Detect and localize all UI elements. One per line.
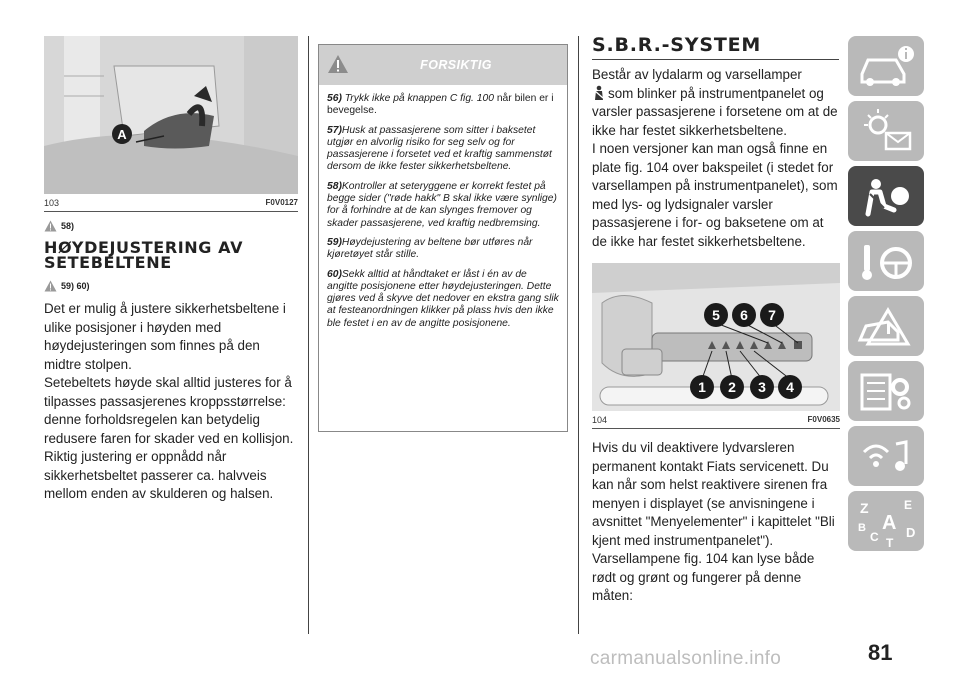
paragraph xyxy=(592,66,840,140)
sbr-details xyxy=(592,439,840,606)
warning-lights-icon xyxy=(848,101,924,161)
tab-index[interactable] xyxy=(848,491,924,551)
section-heading-sbr: S.B.R.-SYSTEM xyxy=(592,34,839,60)
callout-5-label: 5 xyxy=(712,307,720,323)
caution-body xyxy=(319,85,567,330)
figure-103-photo xyxy=(44,36,298,194)
index-letter: Z xyxy=(860,500,869,516)
warning-reference[interactable] xyxy=(44,220,298,232)
warning-triangle-icon xyxy=(44,220,57,232)
index-letter: D xyxy=(906,525,916,540)
key-steering-icon xyxy=(848,231,924,291)
figure-104-photo xyxy=(592,263,840,411)
paragraph: Varsellampene fig. 104 kan lyse både rødt og grønt og fungerer på denne måten: xyxy=(592,551,815,603)
caution-item-text: Høydejustering av beltene bør utføres når kjøretøyet står stille. xyxy=(327,236,533,261)
seat-airbag-icon xyxy=(848,166,924,226)
paragraph: Det er mulig å justere sikkerhetsbeltene i ulike posisjoner i høyden med høydejusteringen som finnes på den midtre stolpen. xyxy=(44,301,286,372)
car-info-icon xyxy=(848,36,924,96)
caution-item xyxy=(327,181,559,230)
caution-header xyxy=(319,45,567,85)
overhead-warning-panel-illustration xyxy=(592,263,840,411)
caution-item-number: 59) xyxy=(327,236,342,248)
warning-reference[interactable] xyxy=(44,280,298,292)
paragraph: I noen versjoner kan man også finne en plate fig. 104 over bakspeilet (i stedet for varsellampen på instrumentpanelet), som med lys- og lydsignaler varsler passasjerene i for- og baksetene om at de ikke har festet sikkerhetsbeltene. xyxy=(592,141,838,249)
callout-6-label: 6 xyxy=(740,307,748,323)
caution-item-text: Trykk ikke på knappen C fig. 100 xyxy=(344,93,494,104)
caution-title: FORSIKTIG xyxy=(420,58,492,72)
caution-item-number: 56) xyxy=(327,93,342,104)
index-letter: B xyxy=(858,522,866,534)
callout-2-label: 2 xyxy=(728,379,736,395)
seatbelt-warning-icon xyxy=(592,85,606,101)
callout-1-label: 1 xyxy=(698,379,706,395)
page-number: 81 xyxy=(868,640,893,665)
caution-item xyxy=(327,93,559,118)
left-column xyxy=(44,0,298,504)
caution-item-text: Sekk alltid at håndtaket er låst i én av de angitte posisjonene etter høydejusteringen. Dette gjøres ved å skyve det nedover en ekstra gang slik at festeanordningen klikker på plass hvis den ikke ble festet i en av de angitte posisjonene. xyxy=(327,268,559,329)
column-divider xyxy=(308,36,309,634)
chapter-tabs xyxy=(848,36,924,556)
belt-height-body xyxy=(44,300,298,504)
tab-starting-driving[interactable] xyxy=(848,231,924,291)
caution-item-tail: når bilen er i bevegelse. xyxy=(327,93,554,117)
caution-item-text: Husk at passasjerene som sitter i baksetet utgjør en alvorlig risiko for seg selv og for passasjerene i forsetet ved et kraftig sammenstøt dersom de ikke fester sikkerhetsbeltene. xyxy=(327,124,552,173)
warning-triangle-icon xyxy=(44,280,57,292)
figure-code: F0V0127 xyxy=(265,198,298,207)
tab-maintenance[interactable] xyxy=(848,361,924,421)
multimedia-icon xyxy=(848,426,924,486)
index-icon xyxy=(848,491,924,551)
paragraph: Setebeltets høyde skal alltid justeres for å tilpasses passasjerenes kroppsstørrelse: denne forholdsregelen kan betydelig redusere faren for skader ved en kollisjon. xyxy=(44,375,294,446)
caution-box xyxy=(318,44,568,432)
caution-item xyxy=(327,269,559,330)
figure-number: 103 xyxy=(44,198,60,208)
tab-car-info[interactable] xyxy=(848,36,924,96)
caution-item xyxy=(327,237,559,262)
caution-item-number: 57) xyxy=(327,124,342,136)
callout-3-label: 3 xyxy=(758,379,766,395)
watermark: carmanualsonline.info xyxy=(590,648,782,669)
paragraph: Riktig justering er oppnådd når sikkerhetsbeltet passerer ca. halvveis mellom enden av skulderen og halsen. xyxy=(44,449,274,501)
index-letter: C xyxy=(870,530,879,544)
caution-item-number: 60) xyxy=(327,268,342,280)
figure-104-caption xyxy=(592,411,840,429)
section-heading-belt-height: HØYDEJUSTERING AV SETEBELTENE xyxy=(44,238,244,272)
tab-safety[interactable] xyxy=(848,166,924,226)
tab-warning-lights[interactable] xyxy=(848,101,924,161)
paragraph-text: Består av lydalarm og varsellamper xyxy=(592,67,802,82)
paragraph-text: som blinker på instrumentpanelet og varsler passasjerene i forsetene om at de ikke har festet sikkerhetsbeltene. xyxy=(592,85,838,138)
figure-code: F0V0635 xyxy=(807,415,840,424)
warning-reference-text: 59) 60) xyxy=(61,281,90,291)
maintenance-icon xyxy=(848,361,924,421)
figure-103-caption xyxy=(44,194,298,212)
sbr-intro xyxy=(592,66,840,251)
callout-7-label: 7 xyxy=(768,307,776,323)
seatbelt-height-adjuster-illustration xyxy=(44,36,298,194)
right-column xyxy=(592,0,840,606)
breakdown-icon xyxy=(848,296,924,356)
caution-item-number: 58) xyxy=(327,180,342,192)
caution-item xyxy=(327,125,559,174)
index-letter: E xyxy=(904,498,913,512)
warning-reference-text: 58) xyxy=(61,221,75,231)
index-letter: T xyxy=(886,536,894,550)
callout-a-label: A xyxy=(117,127,127,142)
tab-multimedia[interactable] xyxy=(848,426,924,486)
tab-emergency[interactable] xyxy=(848,296,924,356)
middle-column xyxy=(318,0,568,432)
figure-number: 104 xyxy=(592,415,608,425)
index-letter: A xyxy=(882,512,897,534)
paragraph: Hvis du vil deaktivere lydvarsleren permanent kontakt Fiats servicenett. Du kan når som helst reaktivere sirenen fra menyen i displayet (se anvisningene i avsnittet "Menyelementer" i kapittelet "Bli kjent med instrumentpanelet"). xyxy=(592,440,835,548)
caution-item-text: Kontroller at seteryggene er korrekt festet på begge sider ("røde hakk" B skal ikke være synlige) for å forhindre at de kan slynges fremover og skader passasjerene, ved kraftig nedbremsing. xyxy=(327,180,557,229)
column-divider xyxy=(578,36,579,634)
callout-4-label: 4 xyxy=(786,379,794,395)
